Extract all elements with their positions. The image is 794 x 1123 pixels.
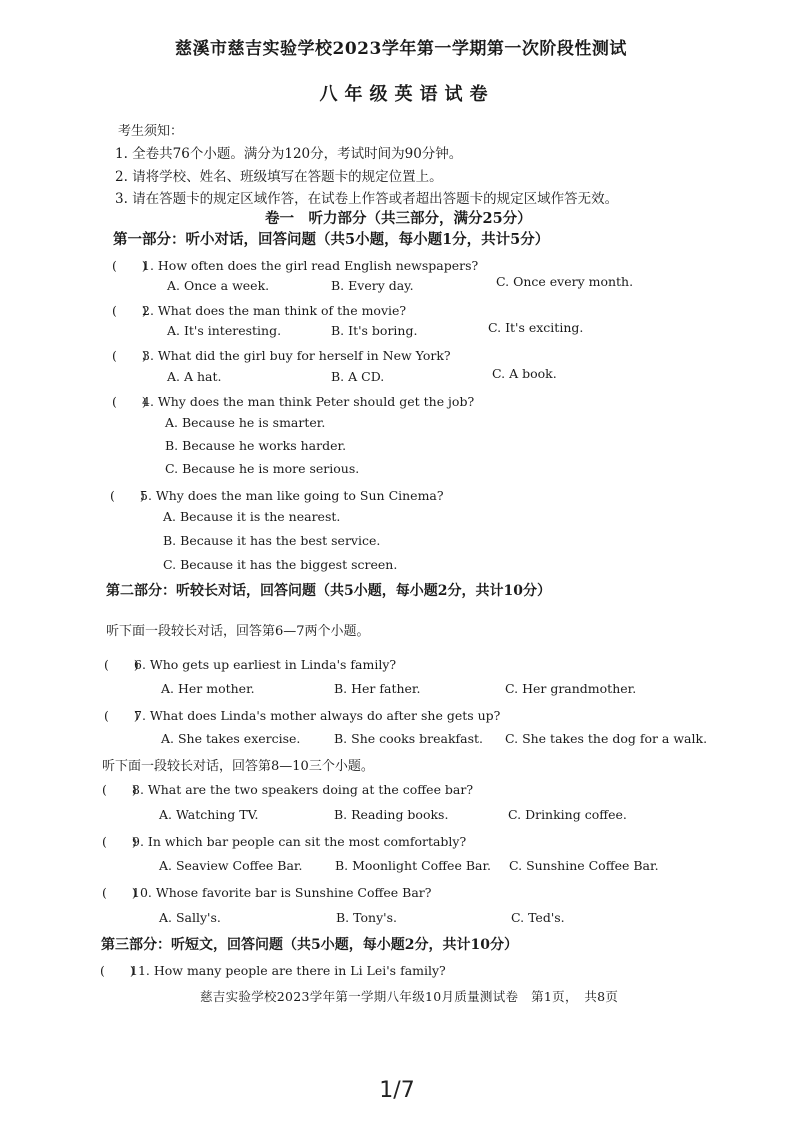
option-a: A. Her mother. xyxy=(161,681,255,696)
option-a: A. Once a week. xyxy=(167,278,270,293)
question-text: 6. Who gets up earliest in Linda's family? xyxy=(134,657,397,672)
question-9 xyxy=(102,832,466,850)
option-b: B. Because it has the best service. xyxy=(163,533,381,548)
notice-item: 2. 请将学校、姓名、班级填写在答题卡的规定位置上。 xyxy=(115,169,443,185)
option-b: B. Tony's. xyxy=(336,910,397,925)
option-a: A. Because it is the nearest. xyxy=(163,509,341,524)
answer-blank[interactable]: ( ) xyxy=(104,657,139,672)
question-text: 4. Why does the man think Peter should get the job? xyxy=(142,394,475,409)
option-a: A. Because he is smarter. xyxy=(165,415,326,430)
question-text: 8. What are the two speakers doing at the coffee bar? xyxy=(132,782,474,797)
page-indicator: 1/7 xyxy=(379,1078,415,1103)
school-title: 慈溪市慈吉实验学校2023学年第一学期第一次阶段性测试 xyxy=(175,39,627,59)
option-c: C. Drinking coffee. xyxy=(508,807,627,822)
question-7 xyxy=(104,706,500,724)
option-c: C. A book. xyxy=(492,366,557,381)
answer-blank[interactable]: ( ) xyxy=(100,963,135,978)
part1-heading: 第一部分：听小对话，回答问题（共5小题，每小题1分，共计5分） xyxy=(113,231,550,248)
option-b: B. She cooks breakfast. xyxy=(334,731,484,746)
answer-blank[interactable]: ( ) xyxy=(112,394,147,409)
notice-item: 1. 全卷共76个小题。满分为120分，考试时间为90分钟。 xyxy=(115,146,463,162)
part2-heading: 第二部分：听较长对话，回答问题（共5小题，每小题2分，共计10分） xyxy=(106,583,551,599)
question-text: 7. What does Linda's mother always do after she gets up? xyxy=(134,708,501,723)
option-c: C. Because he is more serious. xyxy=(165,461,360,476)
question-text: 1. How often does the girl read English newspapers? xyxy=(142,258,479,273)
option-c: C. She takes the dog for a walk. xyxy=(505,731,708,746)
answer-blank[interactable]: ( ) xyxy=(112,348,147,363)
question-text: 5. Why does the man like going to Sun Cinema? xyxy=(140,488,444,503)
paper-title: 八年级英语试卷 xyxy=(319,84,495,105)
answer-blank[interactable]: ( ) xyxy=(110,488,145,503)
part2-instruction: 听下面一段较长对话，回答第6—7两个小题。 xyxy=(106,624,370,639)
question-11 xyxy=(100,961,446,979)
answer-blank[interactable]: ( ) xyxy=(112,258,147,273)
notice-item: 3. 请在答题卡的规定区域作答，在试卷上作答或者超出答题卡的规定区域作答无效。 xyxy=(115,191,619,207)
option-a: A. Sally's. xyxy=(159,910,221,925)
question-text: 11. How many people are there in Li Lei's family? xyxy=(130,963,446,978)
question-text: 3. What did the girl buy for herself in New York? xyxy=(142,348,451,363)
part3-heading: 第三部分：听短文，回答问题（共5小题，每小题2分，共计10分） xyxy=(101,937,518,953)
option-c: C. Because it has the biggest screen. xyxy=(163,557,398,572)
question-text: 9. In which bar people can sit the most comfortably? xyxy=(132,834,467,849)
question-3 xyxy=(112,346,451,364)
option-c: C. It's exciting. xyxy=(488,320,584,335)
option-b: B. Her father. xyxy=(334,681,421,696)
answer-blank[interactable]: ( ) xyxy=(102,885,137,900)
notice-heading: 考生须知： xyxy=(118,124,184,139)
option-a: A. She takes exercise. xyxy=(161,731,301,746)
option-b: B. Every day. xyxy=(331,278,414,293)
option-a: A. A hat. xyxy=(167,369,222,384)
option-b: B. Reading books. xyxy=(334,807,449,822)
volume1-heading: 卷一 听力部分（共三部分，满分25分） xyxy=(265,210,532,227)
option-c: C. Once every month. xyxy=(496,274,634,289)
answer-blank[interactable]: ( ) xyxy=(102,782,137,797)
question-6 xyxy=(104,655,396,673)
question-text: 10. Whose favorite bar is Sunshine Coffee Bar? xyxy=(132,885,432,900)
question-text: 2. What does the man think of the movie? xyxy=(142,303,407,318)
option-a: A. Watching TV. xyxy=(159,807,259,822)
answer-blank[interactable]: ( ) xyxy=(102,834,137,849)
option-b: B. A CD. xyxy=(331,369,385,384)
question-8 xyxy=(102,780,473,798)
option-b: B. Moonlight Coffee Bar. xyxy=(335,858,492,873)
question-4 xyxy=(112,392,474,410)
part2-instruction: 听下面一段较长对话，回答第8—10三个小题。 xyxy=(102,759,374,774)
option-a: A. Seaview Coffee Bar. xyxy=(159,858,303,873)
question-10 xyxy=(102,883,432,901)
option-b: B. It's boring. xyxy=(331,323,418,338)
answer-blank[interactable]: ( ) xyxy=(112,303,147,318)
option-c: C. Her grandmother. xyxy=(505,681,637,696)
option-c: C. Ted's. xyxy=(511,910,565,925)
answer-blank[interactable]: ( ) xyxy=(104,708,139,723)
question-1 xyxy=(112,256,478,274)
option-a: A. It's interesting. xyxy=(167,323,282,338)
option-c: C. Sunshine Coffee Bar. xyxy=(509,858,659,873)
question-5 xyxy=(110,486,444,504)
option-b: B. Because he works harder. xyxy=(165,438,347,453)
question-2 xyxy=(112,301,406,319)
page-footer: 慈吉实验学校2023学年第一学期八年级10月质量测试卷 第1页， 共8页 xyxy=(200,989,619,1004)
